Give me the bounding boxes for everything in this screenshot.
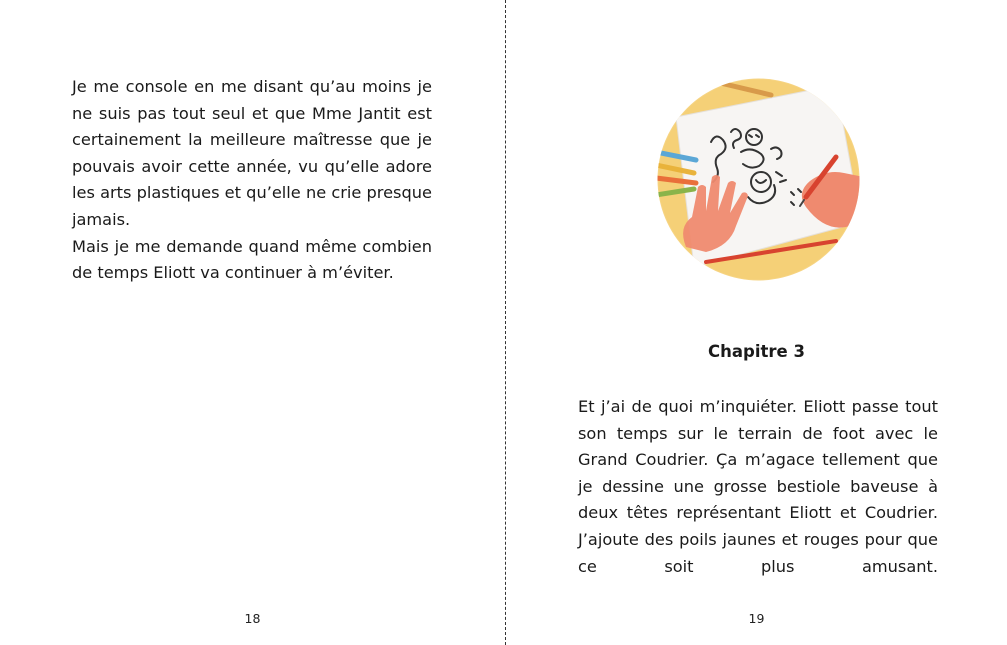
drawing-hands-illustration (656, 77, 861, 282)
right-page (506, 0, 1007, 645)
paragraph: Et j’ai de quoi m’inquiéter. Eliott passe tout son temps sur le terrain de foot avec le Grand Coudrier. Ça m’agace tellement que je dessine une grosse bestiole baveuse à deux têtes représentant Eliott et Coudrier. J’ajoute des poils jaunes et rouges pour que ce soit plus amusant. (578, 397, 938, 576)
page-number: 19 (748, 611, 765, 626)
chapter-title: Chapitre 3 (708, 342, 805, 361)
paragraph: Je me console en me disant qu’au moins je ne suis pas tout seul et que Mme Jantit est certainement la meilleure maîtresse que je pouvais avoir cette année, vu qu’elle adore les arts plastiques et qu’elle ne crie presque jamais. (72, 77, 432, 229)
paragraph: Mais je me demande quand même combien de temps Eliott va continuer à m’éviter. (72, 236, 432, 283)
right-page-text (578, 394, 938, 580)
left-page-text (72, 74, 432, 287)
page-number: 18 (244, 611, 261, 626)
